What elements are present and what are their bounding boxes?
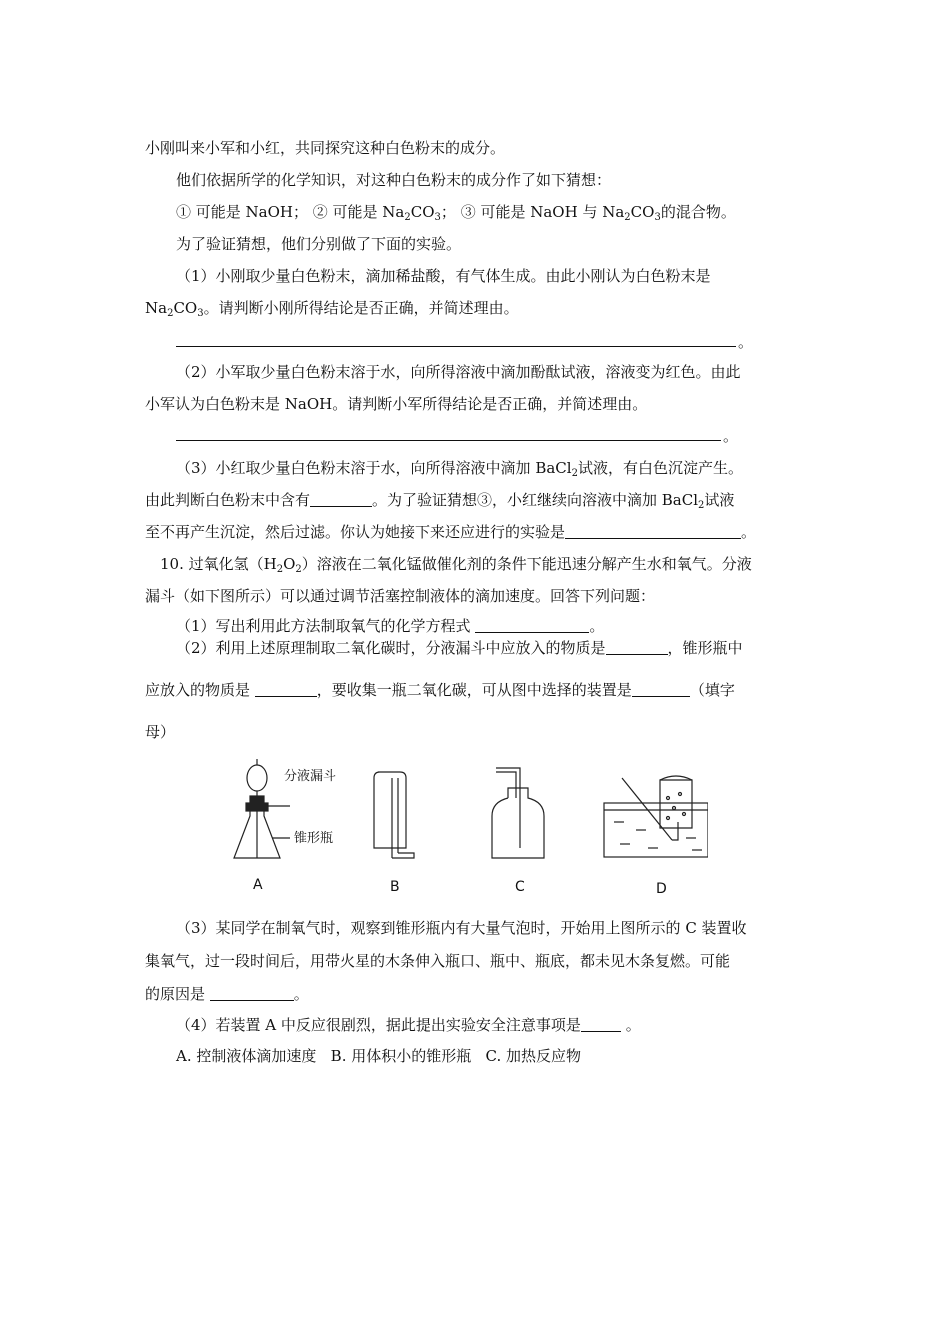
intro-line-1: 小刚叫来小军和小红，共同探究这种白色粉末的成分。 (145, 139, 506, 157)
guesses-line (176, 202, 736, 222)
q1-line-1: （1）小刚取少量白色粉末，滴加稀盐酸，有气体生成。由此小刚认为白色粉末是 (176, 267, 711, 285)
label-a: A (253, 877, 263, 893)
q2-answer-blank[interactable] (176, 439, 721, 441)
q10-blank-device[interactable] (632, 682, 690, 697)
q1-line-2: $Na_2CO_3$。请判断小刚所得结论是否正确，并简述理由。 (145, 299, 519, 319)
q10-part-4-options: A. 控制液体滴加速度 B. 用体积小的锥形瓶 C. 加热反应物 (176, 1047, 582, 1065)
q10-part-2-line-2: 应放入的物质是 ，要收集一瓶二氧化碳，可从图中选择的装置是 （填字 (145, 681, 735, 699)
q10-blank-flask-substance[interactable] (255, 682, 317, 697)
intro-line-4: 为了验证猜想，他们分别做了下面的实验。 (176, 235, 462, 253)
q3-blank-next-experiment[interactable] (565, 524, 741, 539)
label-b: B (390, 879, 400, 895)
q2-end-mark: 。 (723, 427, 739, 445)
q10-part-3-line-1: （3）某同学在制氧气时，观察到锥形瓶内有大量气泡时，开始用上图所示的 C 装置收 (176, 919, 747, 937)
guess-3: ③ 可能是 NaOH 与 $Na_2CO_3$的混合物。 (460, 203, 736, 223)
q3-line-2: 由此判断白色粉末中含有 。为了验证猜想③，小红继续向溶液中滴加 BaCl$_2$试液 (145, 491, 735, 511)
q10-blank-safety[interactable] (581, 1017, 621, 1032)
apparatus-a (234, 759, 290, 858)
q3-line-3: 至不再产生沉淀，然后过滤。你认为她接下来还应进行的实验是 。 (145, 523, 757, 541)
q10-part-2-line-1: （2）利用上述原理制取二氧化碳时，分液漏斗中应放入的物质是 ，锥形瓶中 (176, 639, 743, 657)
label-flask: 锥形瓶 (294, 831, 334, 846)
q1-end-mark: 。 (738, 333, 754, 351)
apparatus-d (604, 776, 708, 857)
q10-blank-equation[interactable] (475, 618, 589, 633)
q10-part-3-line-2: 集氧气，过一段时间后，用带火星的木条伸入瓶口、瓶中、瓶底，都未见木条复燃。可能 (145, 952, 731, 970)
q2-line-1: （2）小军取少量白色粉末溶于水，向所得溶液中滴加酚酞试液，溶液变为红色。由此 (176, 363, 741, 381)
apparatus-b (374, 772, 414, 858)
q10-part-1: （1）写出利用此方法制取氧气的化学方程式 。 (176, 617, 605, 635)
intro-line-2: 他们依据所学的化学知识，对这种白色粉末的成分作了如下猜想： (176, 171, 612, 189)
guess-2: ② 可能是 $Na_2CO_3$； (312, 203, 456, 223)
q10-part-2-line-3: 母） (145, 723, 176, 741)
label-d: D (656, 881, 667, 897)
apparatus-figure (228, 758, 708, 898)
q10-blank-funnel-substance[interactable] (606, 640, 668, 655)
q10-line-1: 10. 过氧化氢$(H_2O_2)$溶液在二氧化锰做催化剂的条件下能迅速分解产生水和氧气。分液 (160, 555, 752, 575)
q10-part-3-line-3: 的原因是 。 (145, 985, 309, 1003)
q10-part-4: （4）若装置 A 中反应很剧烈，据此提出实验安全注意事项是 。 (176, 1016, 641, 1034)
q10-line-2: 漏斗（如下图所示）可以通过调节活塞控制液体的滴加速度。回答下列问题： (145, 587, 656, 605)
guess-1: ① 可能是 NaOH； (176, 203, 308, 221)
label-funnel: 分液漏斗 (284, 769, 337, 784)
q3-line-1: （3）小红取少量白色粉末溶于水，向所得溶液中滴加 BaCl$_2$试液，有白色沉淀产生。 (176, 459, 743, 479)
q2-line-2: 小军认为白色粉末是 NaOH。请判断小军所得结论是否正确，并简述理由。 (145, 395, 648, 413)
q3-blank-contains[interactable] (310, 492, 372, 507)
q1-answer-blank[interactable] (176, 345, 736, 347)
label-c: C (515, 879, 525, 895)
q10-blank-reason[interactable] (210, 986, 294, 1001)
apparatus-c (492, 768, 544, 858)
